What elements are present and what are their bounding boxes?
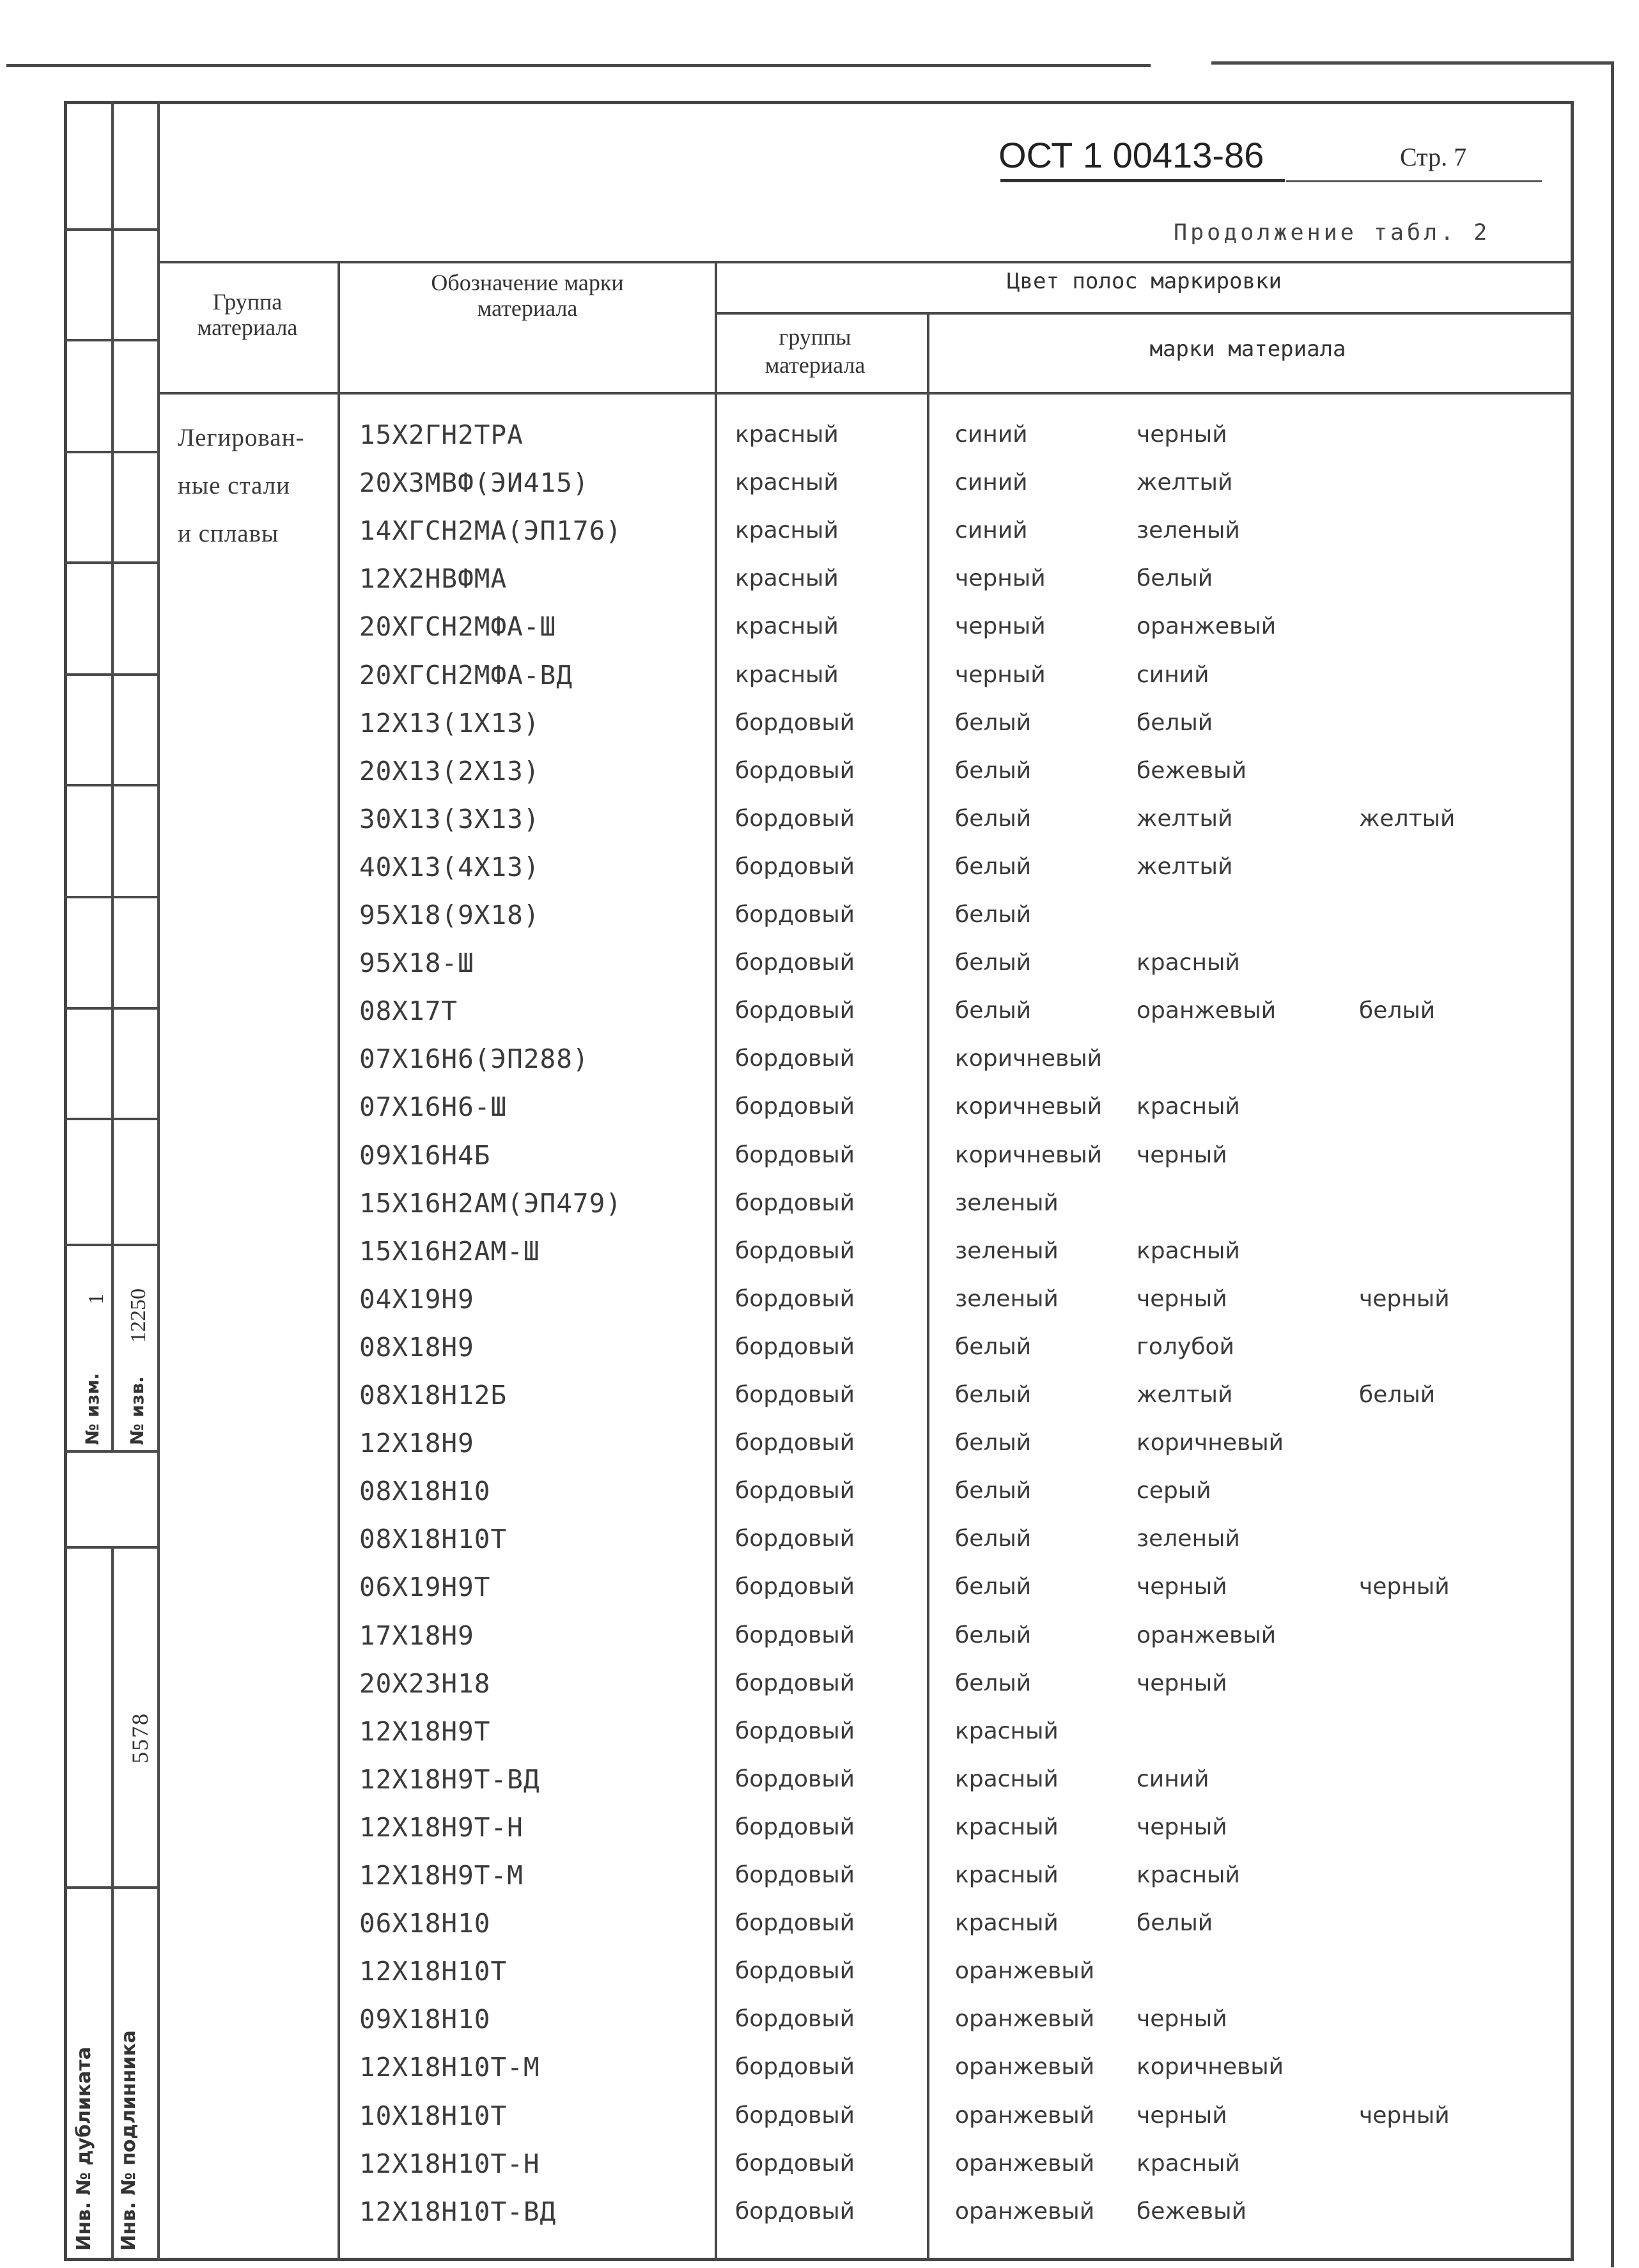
- row-color-2: оранжевый: [1137, 997, 1277, 1024]
- col-line-color: [927, 312, 929, 2261]
- row-group-color: бордовый: [735, 2102, 855, 2129]
- row-color-2: желтый: [1137, 1382, 1233, 1408]
- row-code: 14ХГСН2МА(ЭП176): [359, 515, 622, 547]
- row-color-1: коричневый: [955, 1141, 1103, 1168]
- margin-cell-line: [64, 673, 159, 676]
- row-color-2: белый: [1137, 709, 1213, 736]
- row-group-color: красный: [735, 421, 839, 448]
- row-color-2: белый: [1137, 1910, 1213, 1937]
- row-code: 09Х18Н10: [359, 2004, 491, 2035]
- row-color-2: красный: [1137, 1237, 1240, 1264]
- row-color-1: синий: [955, 421, 1028, 448]
- row-color-3: белый: [1359, 1382, 1436, 1408]
- margin-cell-line: [64, 1007, 159, 1010]
- row-color-2: черный: [1137, 1813, 1227, 1840]
- row-color-2: черный: [1137, 2102, 1227, 2129]
- row-group-color: бордовый: [735, 902, 855, 928]
- row-color-2: черный: [1137, 1285, 1227, 1312]
- row-color-2: белый: [1137, 565, 1213, 592]
- orig-number: 5578: [127, 1712, 153, 1764]
- row-code: 15Х16Н2АМ-Ш: [359, 1235, 540, 1267]
- row-group-color: красный: [735, 469, 839, 496]
- margin-block-top: [64, 1244, 159, 1246]
- top-edge-line-right: [1211, 61, 1614, 65]
- row-code: 12Х18Н9Т-ВД: [359, 1764, 540, 1795]
- row-group-color: бордовый: [735, 1333, 855, 1360]
- row-code: 95Х18(9Х18): [359, 900, 540, 930]
- row-group-color: бордовый: [735, 1765, 855, 1792]
- row-code: 40Х13(4Х13): [359, 851, 540, 882]
- row-color-2: коричневый: [1137, 1430, 1284, 1457]
- row-color-1: белый: [955, 757, 1032, 784]
- row-color-3: черный: [1359, 1285, 1450, 1312]
- row-color-1: черный: [955, 613, 1046, 640]
- row-group-color: бордовый: [735, 1622, 855, 1648]
- row-color-3: желтый: [1359, 805, 1456, 832]
- row-color-2: черный: [1137, 1670, 1227, 1696]
- header-group: Группа материала: [197, 289, 298, 340]
- col-line-code: [715, 261, 717, 2261]
- row-color-2: черный: [1137, 1574, 1227, 1600]
- row-color-3: черный: [1359, 2102, 1450, 2129]
- row-color-2: коричневый: [1137, 2054, 1284, 2081]
- row-color-1: красный: [955, 1813, 1059, 1840]
- row-code: 20Х3МВФ(ЭИ415): [359, 467, 589, 499]
- margin-divider-mid: [111, 101, 114, 1450]
- row-color-1: синий: [955, 469, 1028, 496]
- row-code: 08Х18Н12Б: [359, 1380, 508, 1411]
- row-group-color: бордовый: [735, 1382, 855, 1408]
- row-code: 30Х13(3Х13): [359, 803, 540, 834]
- row-code: 06Х18Н10: [359, 1908, 491, 1939]
- row-color-1: белый: [955, 1430, 1032, 1457]
- standard-number: ОСТ 1 00413-86: [998, 135, 1264, 175]
- row-group-color: бордовый: [735, 1670, 855, 1696]
- row-code: 07Х16Н6(ЭП288): [359, 1044, 589, 1075]
- row-group-color: бордовый: [735, 1430, 855, 1457]
- row-color-2: зеленый: [1137, 1526, 1240, 1552]
- row-group-color: бордовый: [735, 1285, 855, 1312]
- row-code: 20ХГСН2МФА-ВД: [359, 659, 573, 691]
- row-code: 12Х18Н10Т-Н: [359, 2148, 540, 2179]
- row-color-1: красный: [955, 1910, 1059, 1937]
- row-color-1: оранжевый: [955, 2198, 1095, 2225]
- row-group-color: бордовый: [735, 2150, 855, 2177]
- row-color-2: синий: [1137, 661, 1209, 688]
- row-code: 12Х18Н10Т-ВД: [359, 2196, 557, 2227]
- izm-label: № изм.: [82, 1373, 103, 1445]
- margin-cell-line: [64, 451, 159, 453]
- table-continuation: Продолжение табл. 2: [1174, 220, 1491, 246]
- row-color-1: белый: [955, 902, 1032, 928]
- margin-block-bottom: [64, 1546, 159, 1549]
- margin-cell-line: [64, 561, 159, 564]
- row-color-1: белый: [955, 997, 1032, 1024]
- row-group-color: бордовый: [735, 1717, 855, 1744]
- row-color-2: оранжевый: [1137, 613, 1277, 640]
- row-code: 10Х18Н10Т: [359, 2100, 508, 2131]
- header-bottom-line: [159, 392, 1573, 395]
- row-color-1: синий: [955, 517, 1028, 544]
- row-group-color: бордовый: [735, 805, 855, 832]
- row-code: 09Х16Н4Б: [359, 1139, 491, 1171]
- page-number: Стр. 7: [1400, 143, 1467, 171]
- row-code: 20Х13(2Х13): [359, 755, 540, 786]
- header-color: Цвет полос маркировки: [1007, 269, 1282, 294]
- row-color-2: серый: [1137, 1478, 1211, 1505]
- row-group-color: красный: [735, 661, 839, 688]
- row-color-2: желтый: [1137, 853, 1233, 880]
- margin-cell-line: [64, 784, 159, 786]
- row-code: 08Х18Н9: [359, 1331, 474, 1363]
- margin-orig-sep: [64, 1886, 159, 1889]
- row-group-color: бордовый: [735, 1093, 855, 1120]
- row-group-color: бордовый: [735, 1141, 855, 1168]
- orig-label: Инв. № подлинника: [118, 2030, 140, 2251]
- top-edge-line-left: [6, 64, 1151, 67]
- row-color-1: красный: [955, 1765, 1059, 1792]
- row-color-1: белый: [955, 1574, 1032, 1600]
- row-group-color: бордовый: [735, 757, 855, 784]
- row-color-1: черный: [955, 661, 1046, 688]
- row-code: 20Х23Н18: [359, 1668, 491, 1699]
- row-color-1: оранжевый: [955, 2054, 1095, 2081]
- row-group-color: бордовый: [735, 1813, 855, 1840]
- row-color-1: зеленый: [955, 1285, 1059, 1312]
- row-color-2: черный: [1137, 1141, 1227, 1168]
- row-color-2: красный: [1137, 1862, 1240, 1888]
- group-label-line-1: Легирован-: [178, 424, 305, 451]
- row-color-2: черный: [1137, 2006, 1227, 2033]
- col-line-group: [338, 261, 340, 2261]
- row-code: 08Х17Т: [359, 996, 458, 1027]
- row-color-1: коричневый: [955, 1093, 1103, 1120]
- dup-label: Инв. № дубликата: [73, 2046, 95, 2251]
- row-color-2: зеленый: [1137, 517, 1240, 544]
- header-designation: Обозначение марки материала: [431, 270, 624, 321]
- row-group-color: бордовый: [735, 1958, 855, 1985]
- row-code: 12Х18Н10Т: [359, 1956, 508, 1987]
- row-color-1: белый: [955, 805, 1032, 832]
- row-color-2: желтый: [1137, 805, 1233, 832]
- row-group-color: бордовый: [735, 1862, 855, 1888]
- row-group-color: бордовый: [735, 1526, 855, 1552]
- row-color-1: зеленый: [955, 1237, 1059, 1264]
- row-color-1: красный: [955, 1862, 1059, 1888]
- row-group-color: бордовый: [735, 1237, 855, 1264]
- row-group-color: бордовый: [735, 1574, 855, 1600]
- row-color-1: оранжевый: [955, 1958, 1095, 1985]
- margin-cell-line: [64, 339, 159, 341]
- row-code: 12Х18Н9Т: [359, 1716, 491, 1747]
- row-group-color: красный: [735, 613, 839, 640]
- row-group-color: красный: [735, 565, 839, 592]
- row-group-color: бордовый: [735, 1910, 855, 1937]
- row-color-3: белый: [1359, 997, 1436, 1024]
- row-group-color: бордовый: [735, 853, 855, 880]
- row-code: 12Х18Н9Т-М: [359, 1860, 524, 1891]
- row-group-color: бордовый: [735, 1478, 855, 1505]
- row-color-2: голубой: [1137, 1333, 1234, 1360]
- row-code: 17Х18Н9: [359, 1620, 474, 1651]
- row-code: 08Х18Н10: [359, 1476, 491, 1507]
- row-color-1: белый: [955, 1526, 1032, 1552]
- row-color-2: синий: [1137, 1765, 1209, 1792]
- group-label-line-2: ные стали: [178, 472, 290, 499]
- header-color-group: группы материала: [765, 324, 866, 378]
- row-color-1: белый: [955, 853, 1032, 880]
- row-color-2: желтый: [1137, 469, 1233, 496]
- row-color-1: белый: [955, 709, 1032, 736]
- row-group-color: красный: [735, 517, 839, 544]
- page-underline: [1286, 180, 1542, 182]
- row-color-1: оранжевый: [955, 2150, 1095, 2177]
- row-color-1: коричневый: [955, 1045, 1103, 1072]
- row-color-1: черный: [955, 565, 1046, 592]
- row-color-1: белый: [955, 1622, 1032, 1648]
- row-color-2: бежевый: [1137, 757, 1247, 784]
- row-color-2: оранжевый: [1137, 1622, 1277, 1648]
- row-color-2: красный: [1137, 2150, 1240, 2177]
- margin-divider-main: [157, 101, 160, 2261]
- color-header-line: [716, 312, 1573, 315]
- table-top-line: [159, 261, 1573, 263]
- row-color-2: красный: [1137, 1093, 1240, 1120]
- row-color-1: белый: [955, 1670, 1032, 1696]
- margin-cell-line: [64, 228, 159, 231]
- izv-label: № изв.: [127, 1376, 148, 1445]
- row-color-2: черный: [1137, 421, 1227, 448]
- row-color-3: черный: [1359, 1574, 1450, 1600]
- row-color-1: белый: [955, 1382, 1032, 1408]
- row-code: 12Х2НВФМА: [359, 563, 508, 595]
- margin-cell-line: [64, 896, 159, 898]
- row-group-color: бордовый: [735, 2054, 855, 2081]
- standard-underline: [1000, 179, 1285, 182]
- row-color-1: белый: [955, 1478, 1032, 1505]
- row-group-color: бордовый: [735, 1189, 855, 1216]
- margin-cell-line: [64, 1118, 159, 1120]
- row-color-1: белый: [955, 1333, 1032, 1360]
- margin-block-sep: [64, 1450, 159, 1453]
- header-color-grade: марки материала: [1149, 336, 1346, 362]
- row-group-color: бордовый: [735, 997, 855, 1024]
- row-color-1: оранжевый: [955, 2102, 1095, 2129]
- row-color-1: красный: [955, 1717, 1059, 1744]
- row-color-1: белый: [955, 950, 1032, 976]
- row-code: 04Х19Н9: [359, 1283, 474, 1315]
- row-code: 15Х16Н2АМ(ЭП479): [359, 1187, 622, 1219]
- margin-divider-mid-lower: [111, 1546, 114, 2261]
- izv-value: 12250: [127, 1288, 150, 1343]
- row-code: 12Х18Н10Т-М: [359, 2052, 540, 2083]
- row-group-color: бордовый: [735, 950, 855, 976]
- izm-value: 1: [84, 1294, 108, 1304]
- row-color-2: бежевый: [1137, 2198, 1247, 2225]
- right-edge-line: [1611, 61, 1614, 2267]
- row-code: 06Х19Н9Т: [359, 1572, 491, 1603]
- row-color-1: зеленый: [955, 1189, 1059, 1216]
- row-code: 15Х2ГН2ТРА: [359, 419, 524, 450]
- row-code: 12Х13(1Х13): [359, 707, 540, 739]
- row-group-color: бордовый: [735, 709, 855, 736]
- row-code: 12Х18Н9: [359, 1428, 474, 1459]
- row-code: 95Х18-Ш: [359, 948, 474, 979]
- row-group-color: бордовый: [735, 2006, 855, 2033]
- row-group-color: бордовый: [735, 2198, 855, 2225]
- row-code: 20ХГСН2МФА-Ш: [359, 611, 557, 643]
- row-color-2: красный: [1137, 950, 1240, 976]
- row-code: 08Х18Н10Т: [359, 1524, 508, 1555]
- row-group-color: бордовый: [735, 1045, 855, 1072]
- row-color-1: оранжевый: [955, 2006, 1095, 2033]
- row-code: 12Х18Н9Т-Н: [359, 1811, 524, 1843]
- row-code: 07Х16Н6-Ш: [359, 1091, 508, 1123]
- group-label-line-3: и сплавы: [178, 520, 279, 547]
